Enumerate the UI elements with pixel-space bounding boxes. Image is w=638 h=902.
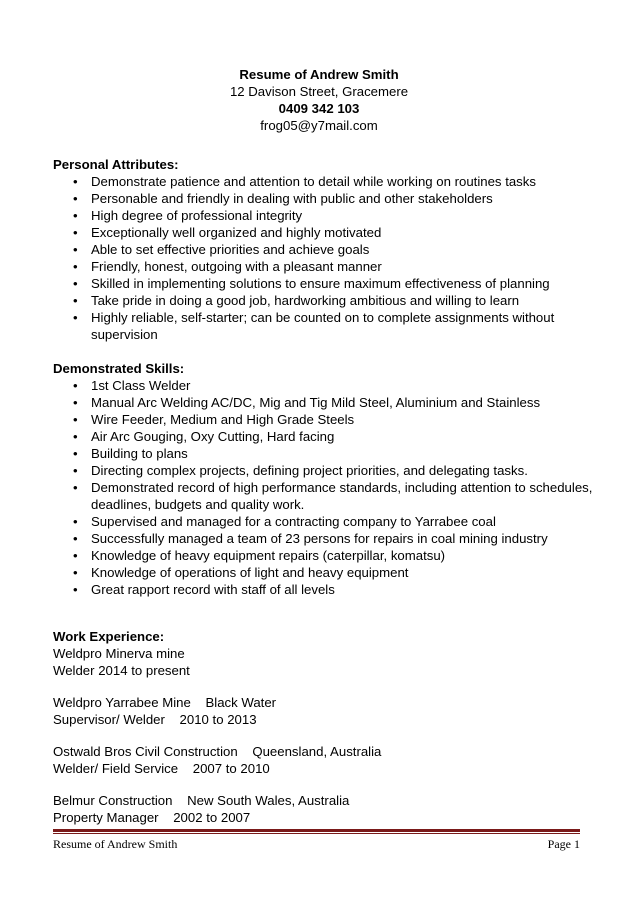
list-item: • Skilled in implementing solutions to ensure maximum effectiveness of planning (73, 276, 550, 291)
bullet-icon: • (73, 293, 78, 308)
bullet-icon: • (73, 463, 78, 478)
bullet-icon: • (73, 412, 78, 427)
page-number: Page 1 (547, 837, 580, 851)
job-entry (53, 694, 593, 728)
footer-divider (53, 829, 580, 832)
bullet-icon: • (73, 582, 78, 597)
demonstrated-skills-section (53, 360, 593, 598)
bullet-icon: • (73, 531, 78, 546)
phone-number: 0409 342 103 (278, 101, 360, 116)
resume-header (0, 66, 638, 134)
list-item: • Personable and friendly in dealing with public and other stakeholders (73, 191, 493, 206)
bullet-icon: • (73, 310, 78, 325)
footer-title: Resume of Andrew Smith (53, 837, 178, 851)
list-item: • Directing complex projects, defining project priorities, and delegating tasks. (73, 463, 528, 478)
job-entry (53, 743, 593, 777)
bullet-icon: • (73, 548, 78, 563)
list-item: • Able to set effective priorities and achieve goals (73, 242, 370, 257)
list-item: • Knowledge of operations of light and heavy equipment (73, 565, 409, 580)
section-title-work: Work Experience: (53, 629, 165, 644)
bullet-icon: • (73, 191, 78, 206)
list-item: • Exceptionally well organized and highly motivated (73, 225, 382, 240)
personal-attributes-section (53, 156, 593, 343)
bullet-icon: • (73, 242, 78, 257)
list-item: • Knowledge of heavy equipment repairs (caterpillar, komatsu) (73, 548, 446, 563)
resume-title: Resume of Andrew Smith (239, 67, 399, 82)
list-item: • Demonstrated record of high performance standards, including attention to schedules, deadlines, budgets and quality work. (73, 480, 593, 512)
job-role: Welder/ Field Service 2007 to 2010 (53, 761, 270, 776)
list-item: • Wire Feeder, Medium and High Grade Steels (73, 412, 355, 427)
personal-attributes-list (53, 173, 593, 343)
bullet-icon: • (73, 514, 78, 529)
bullet-icon: • (73, 480, 78, 495)
list-item: • Building to plans (73, 446, 188, 461)
list-item: • Air Arc Gouging, Oxy Cutting, Hard facing (73, 429, 335, 444)
bullet-icon: • (73, 174, 78, 189)
list-item: • Take pride in doing a good job, hardworking ambitious and willing to learn (73, 293, 520, 308)
list-item: • Friendly, honest, outgoing with a pleasant manner (73, 259, 382, 274)
bullet-icon: • (73, 565, 78, 580)
job-employer: Ostwald Bros Civil Construction Queensland, Australia (53, 744, 382, 759)
email: frog05@y7mail.com (260, 118, 378, 133)
job-role: Property Manager 2002 to 2007 (53, 810, 251, 825)
list-item: • 1st Class Welder (73, 378, 191, 393)
job-employer: Weldpro Yarrabee Mine Black Water (53, 695, 277, 710)
list-item: • Successfully managed a team of 23 persons for repairs in coal mining industry (73, 531, 548, 546)
section-title-skills: Demonstrated Skills: (53, 361, 185, 376)
job-entry (53, 792, 593, 826)
address: 12 Davison Street, Gracemere (229, 84, 409, 99)
list-item: • Highly reliable, self-starter; can be counted on to complete assignments without supervision (73, 310, 555, 342)
list-item: • Supervised and managed for a contracting company to Yarrabee coal (73, 514, 496, 529)
list-item: • Demonstrate patience and attention to detail while working on routines tasks (73, 174, 536, 189)
job-employer: Weldpro Minerva mine (53, 646, 185, 661)
bullet-icon: • (73, 446, 78, 461)
footer-divider-thin (53, 833, 580, 834)
bullet-icon: • (73, 429, 78, 444)
list-item: • Great rapport record with staff of all levels (73, 582, 335, 597)
job-role: Supervisor/ Welder 2010 to 2013 (53, 712, 257, 727)
job-entry (53, 645, 593, 679)
section-title-personal: Personal Attributes: (53, 157, 179, 172)
bullet-icon: • (73, 378, 78, 393)
bullet-icon: • (73, 276, 78, 291)
bullet-icon: • (73, 225, 78, 240)
list-item: • High degree of professional integrity (73, 208, 303, 223)
skills-list (53, 377, 593, 598)
bullet-icon: • (73, 259, 78, 274)
list-item: • Manual Arc Welding AC/DC, Mig and Tig Mild Steel, Aluminium and Stainless (73, 395, 541, 410)
bullet-icon: • (73, 395, 78, 410)
work-experience-section (53, 628, 593, 841)
job-role: Welder 2014 to present (53, 663, 190, 678)
job-employer: Belmur Construction New South Wales, Australia (53, 793, 350, 808)
bullet-icon: • (73, 208, 78, 223)
